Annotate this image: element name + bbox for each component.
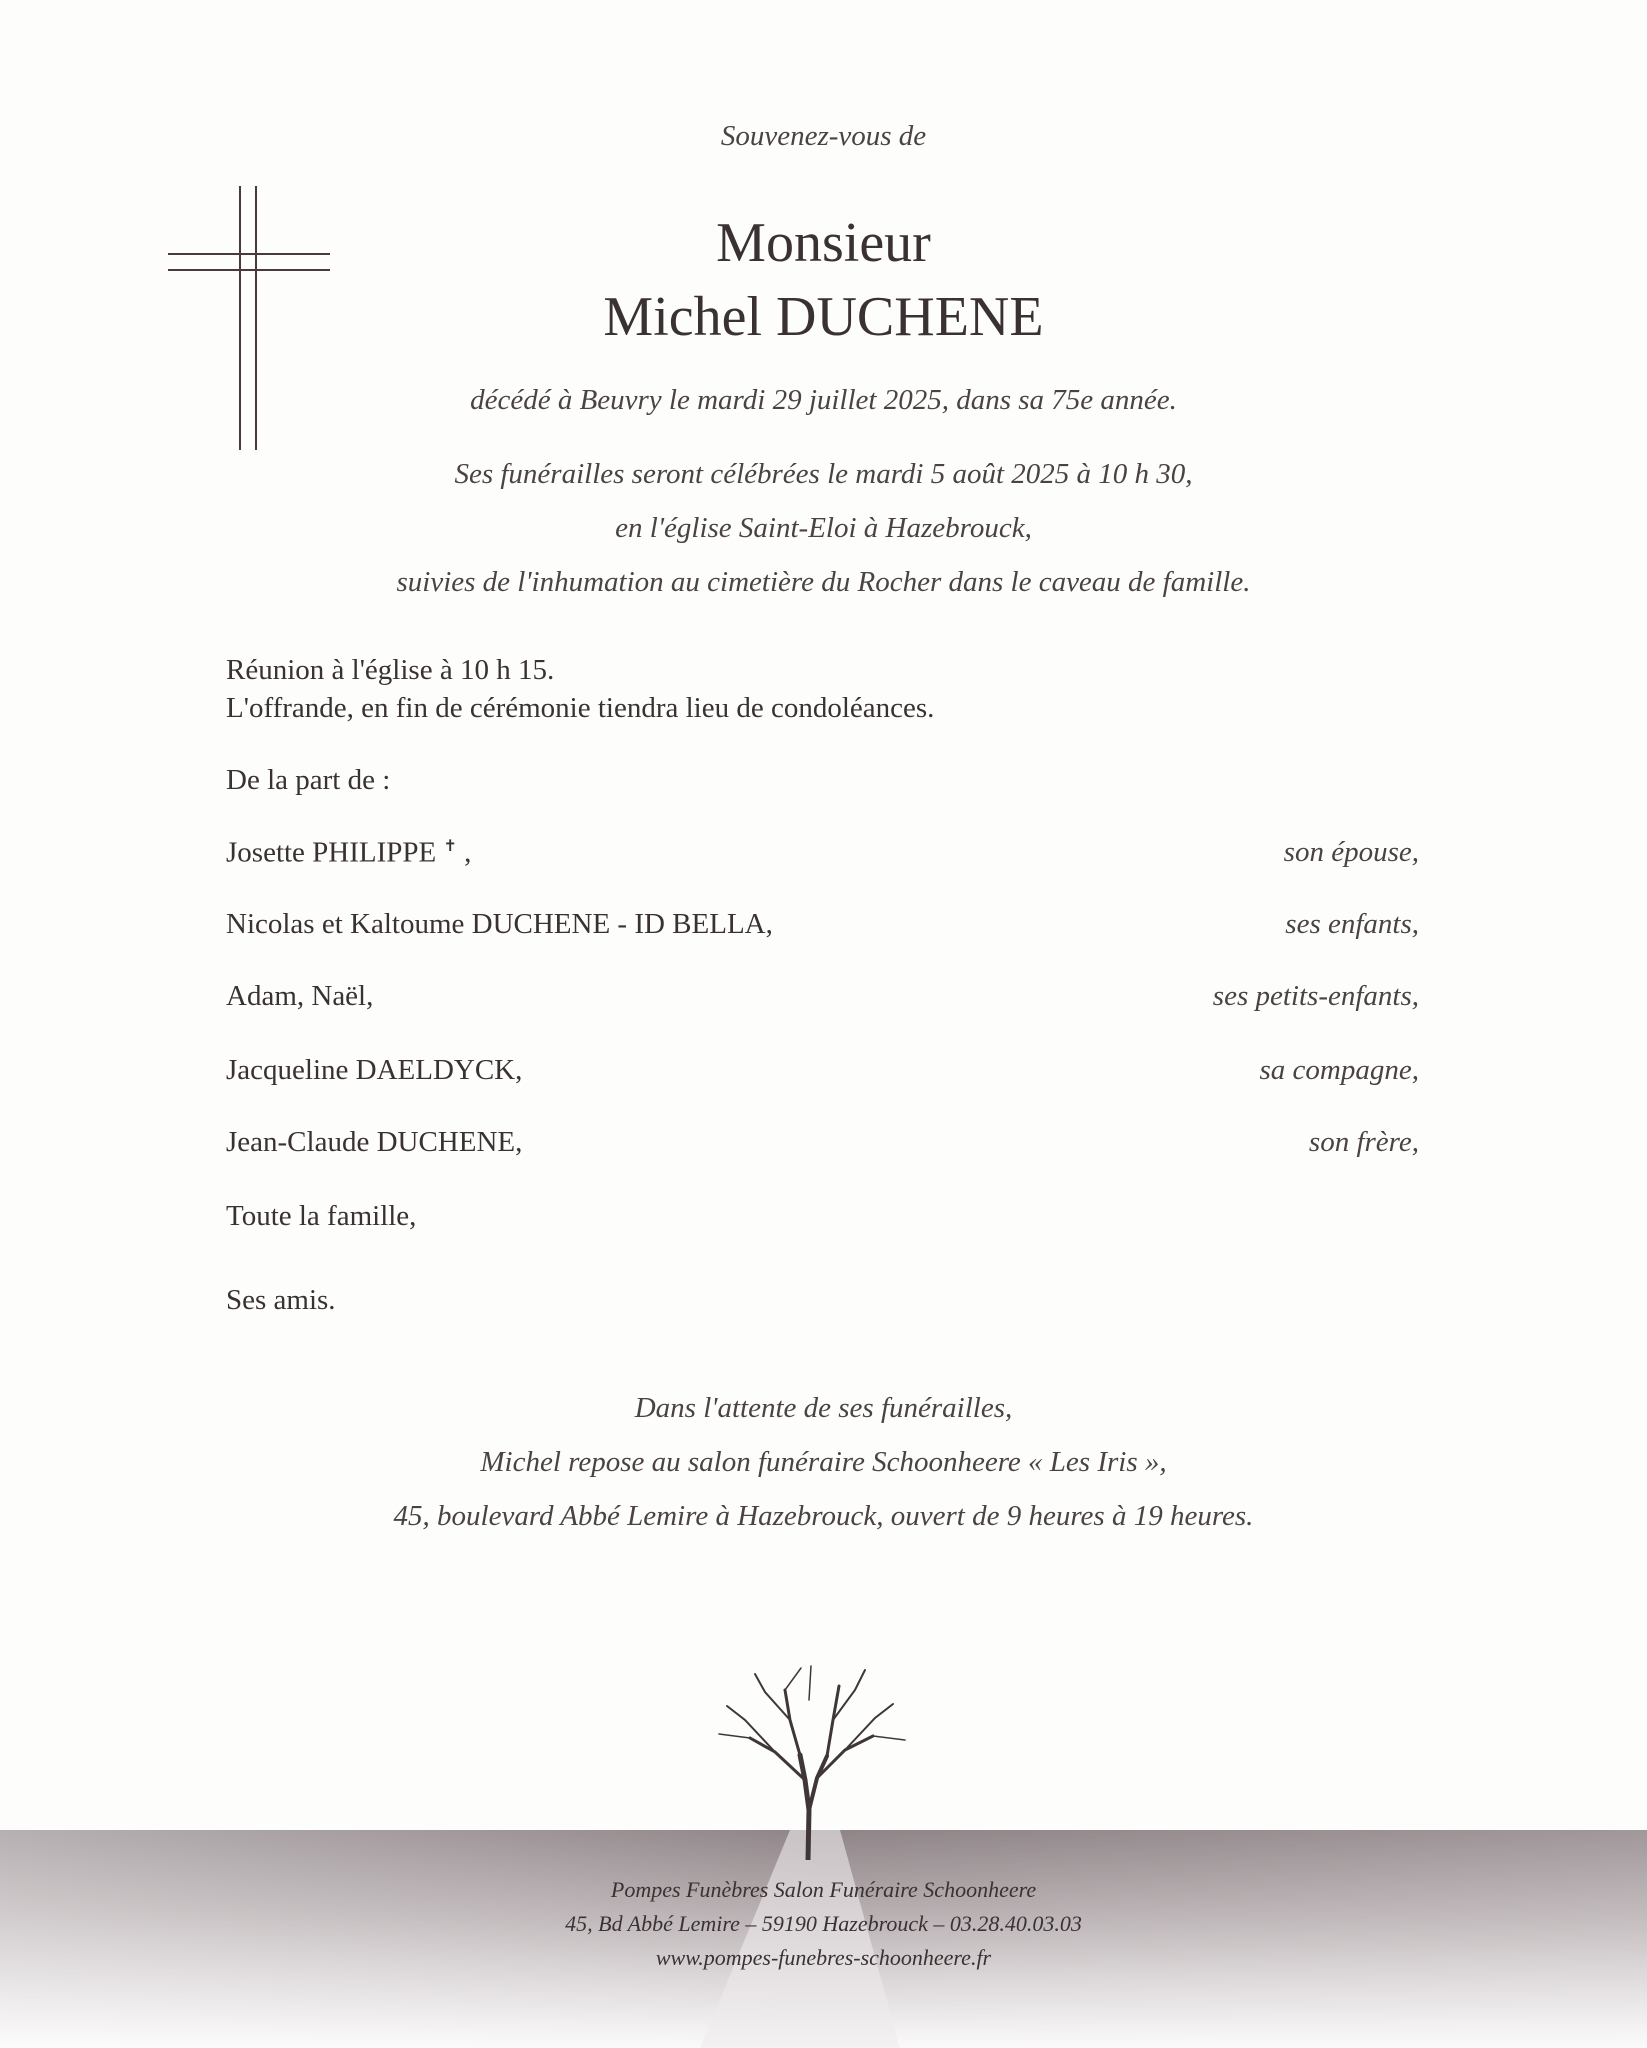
family-row <box>226 908 1419 948</box>
funeral-line-2: en l'église Saint-Eloi à Hazebrouck, <box>615 512 1032 544</box>
rest-line-3: 45, boulevard Abbé Lemire à Hazebrouck, ouvert de 9 heures à 19 heures. <box>393 1500 1254 1532</box>
family-relation: ses enfants, <box>1285 908 1419 940</box>
death-notice: décédé à Beuvry le mardi 29 juillet 2025, dans sa 75e année. <box>470 384 1177 416</box>
friends: Ses amis. <box>226 1284 336 1316</box>
from-heading: De la part de : <box>226 764 391 796</box>
family-relation: son frère, <box>1308 1126 1419 1158</box>
family-row <box>226 980 1419 1020</box>
intro-text: Souvenez-vous de <box>720 120 927 152</box>
family-row <box>226 1054 1419 1094</box>
family-relation: ses petits-enfants, <box>1212 980 1419 1012</box>
funeral-home-address: 45, Bd Abbé Lemire – 59190 Hazebrouck – 03.28.40.03.03 <box>565 1911 1082 1936</box>
family-name: Jean-Claude DUCHENE, <box>226 1126 523 1158</box>
funeral-line-1: Ses funérailles seront célébrées le mardi 5 août 2025 à 10 h 30, <box>454 458 1193 490</box>
title-civility: Monsieur <box>716 212 931 274</box>
funeral-home-name: Pompes Funèbres Salon Funéraire Schoonheere <box>610 1877 1037 1902</box>
family-relation: sa compagne, <box>1259 1054 1419 1086</box>
rest-line-1: Dans l'attente de ses funérailles, <box>634 1392 1013 1424</box>
family-name: Adam, Naël, <box>226 980 374 1012</box>
whole-family: Toute la famille, <box>226 1200 417 1232</box>
funeral-line-3: suivies de l'inhumation au cimetière du Rocher dans le caveau de famille. <box>396 566 1251 598</box>
meeting-time: Réunion à l'église à 10 h 15. <box>226 654 555 686</box>
family-name: Josette PHILIPPE ✝ , <box>226 836 472 869</box>
family-name: Jacqueline DAELDYCK, <box>226 1054 523 1086</box>
family-relation: son épouse, <box>1283 836 1419 868</box>
tree-icon <box>705 1660 915 1860</box>
rest-line-2: Michel repose au salon funéraire Schoonheere « Les Iris », <box>480 1446 1167 1478</box>
family-row <box>226 836 1419 876</box>
deceased-name: Michel DUCHENE <box>603 286 1044 348</box>
family-row <box>226 1126 1419 1166</box>
offering-note: L'offrande, en fin de cérémonie tiendra lieu de condoléances. <box>226 692 935 724</box>
dagger-icon: ✝ <box>443 838 457 855</box>
funeral-home-website: www.pompes-funebres-schoonheere.fr <box>655 1945 992 1970</box>
family-name: Nicolas et Kaltoume DUCHENE - ID BELLA, <box>226 908 773 940</box>
